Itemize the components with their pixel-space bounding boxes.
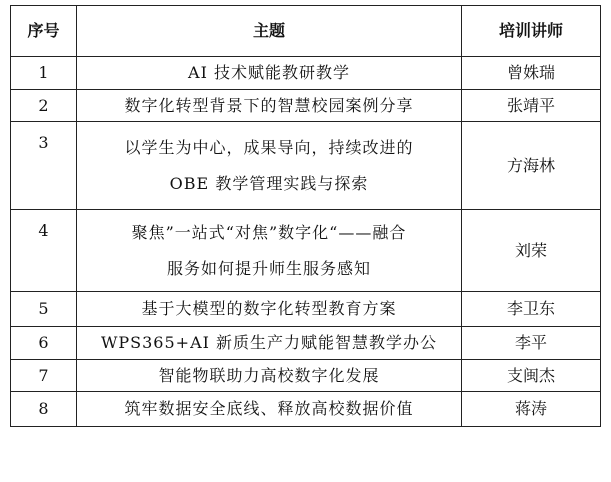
lecturer-cell: 蒋涛 [462, 392, 601, 427]
lecturer-cell: 李平 [462, 327, 601, 360]
row-number: 8 [11, 392, 77, 427]
table-row [11, 292, 601, 327]
topic-text: WPS365+AI 新质生产力赋能智慧教学办公 [100, 333, 438, 352]
header-topic: 主题 [77, 6, 462, 57]
row-number: 3 [11, 122, 77, 210]
table-row [11, 57, 601, 90]
topic-cell [77, 327, 462, 360]
topic-text-line-2: 服务如何提升师生服务感知 [166, 258, 371, 278]
topic-cell [77, 360, 462, 392]
lecturer-cell: 张靖平 [462, 90, 601, 122]
header-no: 序号 [11, 6, 77, 57]
topic-cell [77, 57, 462, 90]
topic-cell [77, 122, 462, 210]
header-lecturer: 培训讲师 [462, 6, 601, 57]
lecturer-cell: 刘荣 [462, 210, 601, 292]
topic-text-line-1: 以学生为中心，成果导向，持续改进的 [124, 137, 414, 157]
lecturer-cell: 李卫东 [462, 292, 601, 327]
table-row [11, 210, 601, 292]
row-number: 5 [11, 292, 77, 327]
lecturer-cell: 支闽杰 [462, 360, 601, 392]
row-number: 6 [11, 327, 77, 360]
topic-text: AI 技术赋能教研教学 [188, 63, 350, 82]
lecturer-cell: 曾姝瑞 [462, 57, 601, 90]
topic-cell [77, 90, 462, 122]
topic-text: 数字化转型背景下的智慧校园案例分享 [124, 95, 414, 115]
row-number: 4 [11, 210, 77, 292]
topic-cell [77, 210, 462, 292]
training-schedule-table [10, 5, 601, 427]
table-row [11, 90, 601, 122]
table-row [11, 392, 601, 427]
row-number: 7 [11, 360, 77, 392]
table-row [11, 122, 601, 210]
table-row [11, 327, 601, 360]
topic-cell [77, 292, 462, 327]
row-number: 2 [11, 90, 77, 122]
row-number: 1 [11, 57, 77, 90]
table-header-row [11, 6, 601, 57]
topic-cell [77, 392, 462, 427]
topic-text-line-2: OBE 教学管理实践与探索 [169, 173, 369, 193]
table-row [11, 360, 601, 392]
topic-text: 筑牢数据安全底线、释放高校数据价值 [124, 399, 414, 418]
topic-text: 基于大模型的数字化转型教育方案 [141, 299, 397, 318]
topic-text: 智能物联助力高校数字化发展 [158, 365, 380, 385]
topic-text-line-1: 聚焦”一站式“对焦”数字化“——融合 [131, 222, 407, 242]
lecturer-cell: 方海林 [462, 122, 601, 210]
